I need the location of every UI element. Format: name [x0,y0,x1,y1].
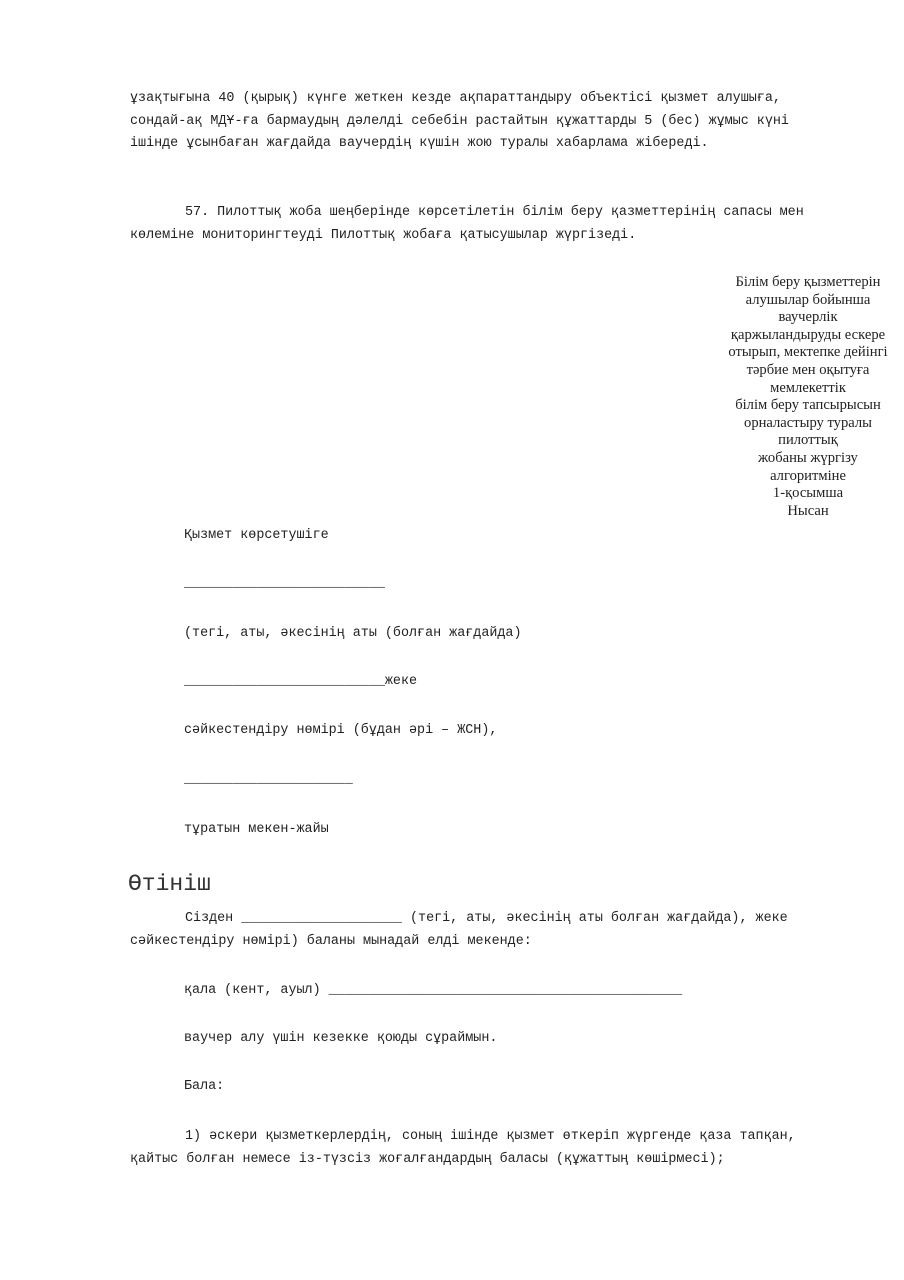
iin-hint: сәйкестендіру нөмірі (бұдан әрі – ЖСН), [184,723,498,738]
name-hint: (тегі, аты, әкесінің аты (болған жағдайда) [184,626,522,641]
form-label: Нысан [787,502,829,519]
appendix-note-line: ваучерлік [778,309,838,326]
appendix-number: 1-қосымша [772,485,844,502]
appendix-note-line: пилоттық [778,432,838,449]
address-hint: тұратын мекен-жайы [184,822,329,837]
paragraph-57: 57. Пилоттық жоба шеңберінде көрсетілетін білім беру қазметтерінің сапасы мен көлеміне мониторингтеуді Пилоттық жобаға қатысушылар жүргізеді. [130,205,812,243]
appendix-note-line: алушылар бойынша [745,291,871,308]
list-item-1: 1) әскери қызметкерлердің, соның ішінде қызмет өткеріп жүргенде қаза тапқан, қайтыс болған немесе із-түзсіз жоғалғандардың баласы (құжаттың көшірмесі); [130,1129,804,1167]
appendix-note-line: алгоритміне [770,467,846,484]
child-label: Бала: [184,1079,225,1094]
intro-paragraph: ұзақтығына 40 (қырық) күнге жеткен кезде ақпараттандыру объектісі қызмет алушыға, сондай-ақ МДҰ-ға бармаудың дәлелді себебін растайтын құжаттарды 5 (бес) жұмыс күні ішінде ұсынбаған жағдайда ваучердің күшін жою туралы хабарлама жібереді. [130,91,797,151]
appendix-note-line: тәрбие мен оқытуға [746,361,870,378]
appendix-note-line: қаржыландыруды ескере [730,326,886,343]
address-blank: _____________________ [184,772,353,787]
city-line: қала (кент, ауыл) ____________________________________________ [184,983,683,998]
name-blank: _________________________ [184,576,385,591]
voucher-line: ваучер алу үшін кезекке қоюды сұраймын. [184,1031,498,1046]
appendix-note-line: жобаны жүргізу [758,449,858,466]
appendix-note-line: отырып, мектепке дейінгі [728,344,888,361]
appendix-note [712,274,904,520]
appendix-note-line: орналастыру туралы [744,414,872,431]
application-heading: Өтініш [128,871,211,897]
recipient-label: Қызмет көрсетушіге [184,528,329,543]
appendix-note-line: мемлекеттік [770,379,846,396]
appendix-note-line: білім беру тапсырысын [735,397,881,414]
iin-blank: _________________________жеке [184,674,418,689]
application-paragraph: Сізден ____________________ (тегі, аты, әкесінің аты болған жағдайда), жеке сәйкестендіру нөмірі) баланы мынадай елді мекенде: [130,911,796,949]
appendix-note-line: Білім беру қызметтерін [735,274,881,290]
